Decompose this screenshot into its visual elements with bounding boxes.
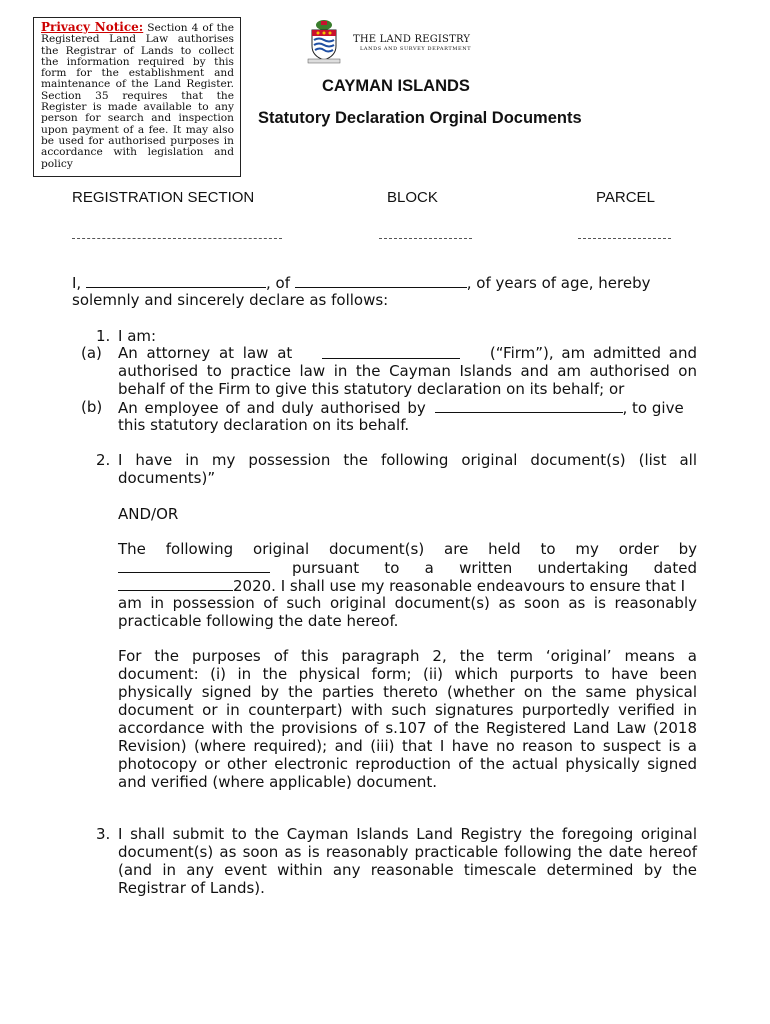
declaration-intro-line1 (72, 273, 697, 292)
item2-line2: documents)” (118, 469, 216, 487)
intro-age: , of years of age, hereby (466, 274, 651, 292)
item1-a-label: (a) (81, 344, 102, 362)
item1-number: 1. (96, 327, 111, 345)
intro-i: I, (72, 274, 82, 292)
item2-p3-line1: For the purposes of this paragraph 2, the term ‘original’ means a (118, 647, 697, 665)
item2-p3-line8: and verified (where applicable) document. (118, 773, 438, 791)
item2-p2-line3-text: 2020. I shall use my reasonable endeavours to ensure that I (233, 577, 686, 595)
item1-b-start: An employee of and duly authorised by (118, 399, 426, 417)
item1-lead: I am: (118, 327, 157, 345)
declarant-name-field[interactable] (86, 273, 266, 288)
undertaking-date-field[interactable] (118, 576, 233, 591)
item1-b-end: , to give (622, 399, 684, 417)
item2-p2-line5: practicable following the date hereof. (118, 612, 399, 630)
item3-line3: (and in any event within any reasonable timescale determined by the (118, 861, 697, 879)
and-or-label: AND/OR (118, 505, 179, 523)
item2-p2-line2 (118, 558, 697, 577)
block-field[interactable] (379, 232, 472, 239)
item3-line2: document(s) as soon as is reasonably practicable following the date hereof (118, 843, 697, 861)
privacy-notice-title: Privacy Notice: (41, 20, 144, 34)
item2-p2-line1: The following original document(s) are held to my order by (118, 540, 697, 558)
declaration-intro-line2: solemnly and sincerely declare as follows: (72, 291, 389, 309)
item1-b-line1 (118, 398, 697, 417)
cayman-crest-icon (304, 18, 344, 66)
item1-b-label: (b) (81, 398, 103, 416)
item2-line1: I have in my possession the following original document(s) (list all (118, 451, 697, 469)
declarant-address-field[interactable] (295, 273, 467, 288)
firm-name-field[interactable] (322, 344, 460, 359)
registry-name: THE LAND REGISTRY (353, 34, 471, 45)
registration-section-field[interactable] (72, 232, 282, 239)
privacy-notice-box (33, 17, 241, 177)
item3-line1: I shall submit to the Cayman Islands Land Registry the foregoing original (118, 825, 697, 843)
item2-p3-line6: Revision) (where required); and (iii) that I have no reason to suspect is a (118, 737, 697, 755)
item2-p3-line4: document or in counterpart) with such signatures purportedly verified in (118, 701, 697, 719)
item1-b-line2: this statutory declaration on its behalf. (118, 416, 410, 434)
item2-p2-line4: am in possession of such original document(s) as soon as is reasonably (118, 594, 697, 612)
item2-p3-line2: document: (i) in the physical form; (ii) which purports to have been (118, 665, 697, 683)
form-title: Statutory Declaration Orginal Documents (258, 109, 582, 127)
intro-of: , of (265, 274, 290, 292)
holder-name-field[interactable] (118, 558, 270, 573)
item3-number: 3. (96, 825, 111, 843)
item2-number: 2. (96, 451, 111, 469)
parcel-field[interactable] (578, 232, 671, 239)
item3-line4: Registrar of Lands). (118, 879, 265, 897)
item2-p3-line5: accordance with the provisions of s.107 of the Registered Land Law (2018 (118, 719, 697, 737)
item1-a-line1 (118, 344, 697, 362)
privacy-notice-text: Section 4 of the Registered Land Law authorises the Registrar of Lands to collect the information required by this form for the establishment and maintenance of the Land Register. Section 35 requires that the Register is made available to any person for search and inspection upon payment of a fee. It may also be used for authorised purposes in accordance with legislation and policy (41, 22, 235, 170)
item2-p2-line2-text: pursuant to a written undertaking dated (292, 559, 697, 577)
item1-a-line3: behalf of the Firm to give this statutory declaration on its behalf; or (118, 380, 625, 398)
registration-section-label: REGISTRATION SECTION (72, 189, 255, 206)
item2-p3-line3: physically signed by the parties thereto (whether on the same physical (118, 683, 697, 701)
employer-name-field[interactable] (435, 398, 623, 413)
block-label: BLOCK (387, 189, 438, 206)
item2-p3-line7: photocopy or other electronic reproduction of the actual physically signed (118, 755, 697, 773)
registry-subtitle: LANDS AND SURVEY DEPARTMENT (360, 46, 472, 52)
country-heading: CAYMAN ISLANDS (322, 77, 470, 95)
item1-a-end: (“Firm”), am admitted and (489, 344, 697, 362)
item1-a-line2: authorised to practice law in the Cayman Islands and am authorised on (118, 362, 697, 380)
item2-p2-line3 (118, 576, 697, 595)
parcel-label: PARCEL (596, 189, 655, 206)
item1-a-start: An attorney at law at (118, 344, 293, 362)
